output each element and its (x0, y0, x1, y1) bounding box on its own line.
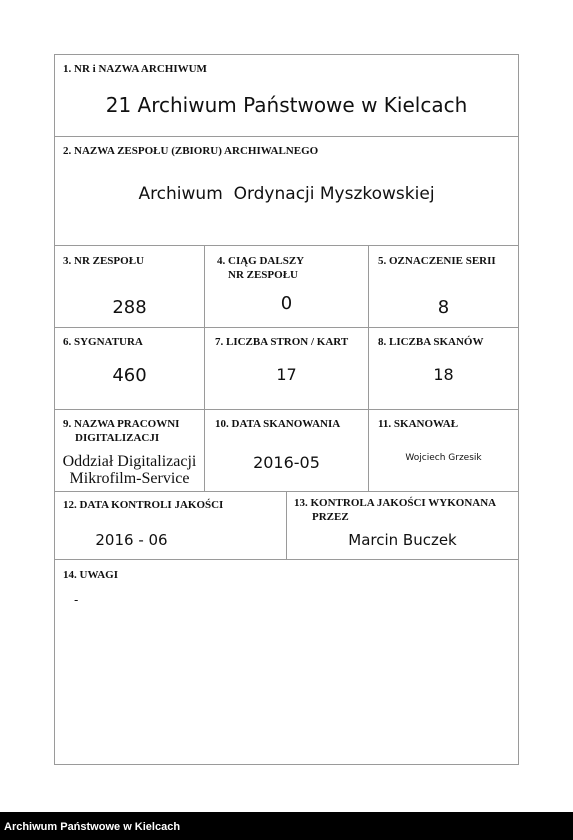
field-12-value: 2016 - 06 (95, 531, 168, 549)
row-divider (55, 136, 518, 137)
row-divider (55, 409, 518, 410)
footer-bar (0, 812, 573, 840)
field-7-label: 7. LICZBA STRON / KART (215, 336, 349, 348)
field-8-value: 18 (433, 365, 454, 384)
field-6-label: 6. SYGNATURA (63, 336, 143, 348)
field-6-value: 460 (112, 365, 147, 386)
field-5-value: 8 (437, 297, 450, 318)
row-divider (55, 245, 518, 246)
field-1-value: 21 Archiwum Państwowe w Kielcach (105, 93, 468, 117)
field-9-value-line2: Mikrofilm-Service (69, 470, 190, 487)
field-11-label: 11. SKANOWAŁ (378, 418, 459, 430)
field-10-value: 2016-05 (253, 453, 320, 472)
field-2-label: 2. NAZWA ZESPOŁU (ZBIORU) ARCHIWALNEGO (63, 145, 319, 157)
field-10-label: 10. DATA SKANOWANIA (215, 418, 341, 430)
field-1-label: 1. NR i NAZWA ARCHIWUM (63, 63, 207, 75)
metadata-form (54, 54, 519, 765)
field-12-label: 12. DATA KONTROLI JAKOŚCI (63, 499, 224, 511)
field-13-label-line1: 13. KONTROLA JAKOŚCI WYKONANA (294, 497, 497, 509)
field-5-label: 5. OZNACZENIE SERII (378, 255, 496, 267)
field-13-value: Marcin Buczek (348, 531, 457, 549)
row-divider (55, 559, 518, 560)
field-9-label-line1: 9. NAZWA PRACOWNI (63, 418, 180, 430)
field-7-value: 17 (276, 365, 297, 384)
row-divider (55, 327, 518, 328)
field-14-label: 14. UWAGI (63, 569, 119, 581)
field-11-value: Wojciech Grzesik (405, 453, 482, 463)
field-13-label-line2: PRZEZ (312, 511, 349, 523)
field-4-value: 0 (280, 293, 293, 314)
field-14-value: - (74, 593, 79, 607)
field-2-value: Archiwum Ordynacji Myszkowskiej (138, 184, 435, 204)
field-3-value: 288 (112, 297, 147, 318)
field-9-value-line1: Oddział Digitalizacji (62, 453, 197, 470)
field-4-label-line2: NR ZESPOŁU (228, 269, 298, 281)
field-9-label-line2: DIGITALIZACJI (75, 432, 160, 444)
field-4-label-line1: 4. CIĄG DALSZY (217, 255, 305, 267)
footer-text: Archiwum Państwowe w Kielcach (4, 821, 181, 833)
field-8-label: 8. LICZBA SKANÓW (378, 336, 484, 348)
field-3-label: 3. NR ZESPOŁU (63, 255, 144, 267)
